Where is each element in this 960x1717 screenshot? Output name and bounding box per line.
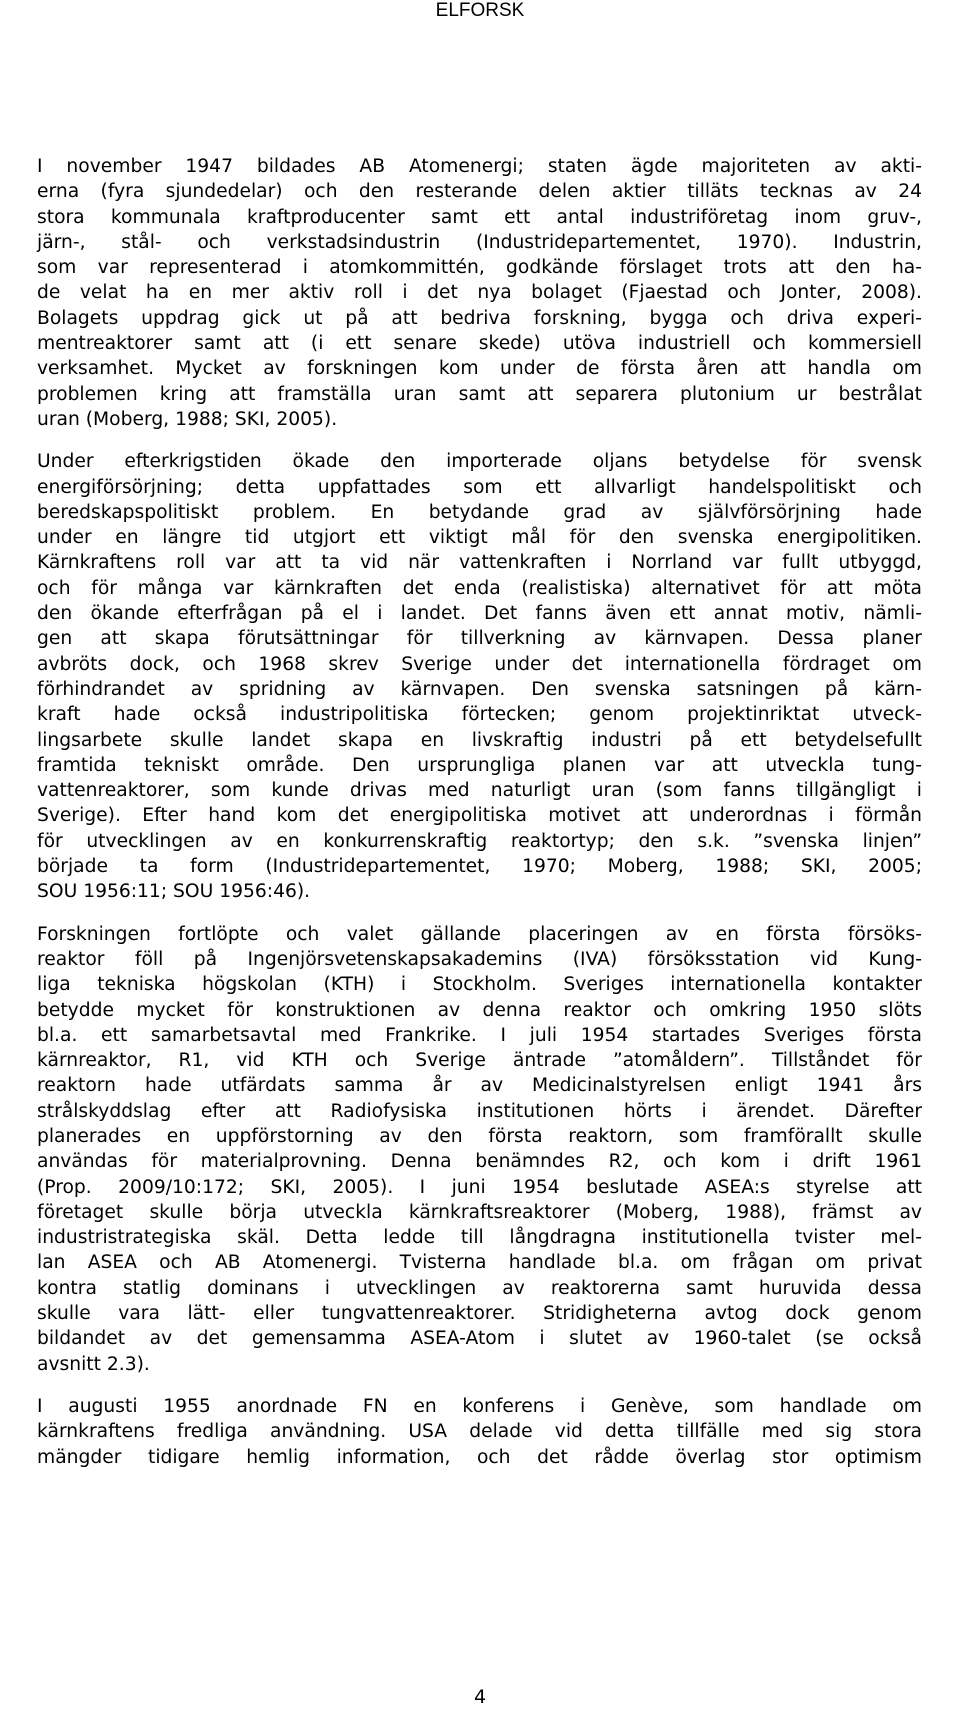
text-line: framtida tekniskt område. Den ursprungliga planen var att utveckla tung- <box>37 754 922 776</box>
text-line: kärnkraftens fredliga användning. USA delade vid detta tillfälle med sig stora <box>37 1421 922 1443</box>
text-line: lan ASEA och AB Atomenergi. Tvisterna handlade bl.a. om frågan om privat <box>37 1252 922 1274</box>
text-line: Bolagets uppdrag gick ut på att bedriva forskning, bygga och driva experi- <box>37 307 922 329</box>
text-line: SOU 1956:11; SOU 1956:46). <box>37 881 311 903</box>
document-body <box>37 154 922 1487</box>
text-line: Sverige). Efter hand kom det energipolitiska motivet att underordnas i förmån <box>37 805 922 827</box>
text-line: energiförsörjning; detta uppfattades som ett allvarligt handelspolitiskt och <box>37 476 922 498</box>
text-line: vattenreaktorer, som kunde drivas med naturligt uran (som fanns tillgängligt i <box>37 780 922 802</box>
text-line: reaktorn hade utfärdats samma år av Medicinalstyrelsen enligt 1941 års <box>37 1075 922 1097</box>
text-line: Forskningen fortlöpte och valet gällande placeringen av en första försöks- <box>37 923 922 945</box>
page-header: ELFORSK <box>435 0 525 21</box>
text-line: planerades en uppförstorning av den första reaktorn, som framförallt skulle <box>37 1125 922 1147</box>
page-number: 4 <box>473 1686 487 1708</box>
text-line: betydde mycket för konstruktionen av denna reaktor och omkring 1950 slöts <box>37 999 922 1021</box>
text-line: och för många var kärnkraften det enda (realistiska) alternativet för att möta <box>37 577 922 599</box>
text-line: kontra statlig dominans i utvecklingen av reaktorerna samt huruvida dessa <box>37 1277 922 1299</box>
text-line: som var representerad i atomkommittén, godkände förslaget trots att den ha- <box>37 257 922 279</box>
text-line: reaktor föll på Ingenjörsvetenskapsakademins (IVA) försöksstation vid Kung- <box>37 948 922 970</box>
text-line: Kärnkraftens roll var att ta vid när vattenkraften i Norrland var fullt utbyggd, <box>37 552 922 574</box>
text-line: bl.a. ett samarbetsavtal med Frankrike. I juli 1954 startades Sveriges första <box>37 1024 922 1046</box>
text-line: bildandet av det gemensamma ASEA-Atom i slutet av 1960-talet (se också <box>37 1328 922 1350</box>
text-line: mängder tidigare hemlig information, och det rådde överlag stor optimism <box>37 1446 922 1468</box>
text-line: erna (fyra sjundedelar) och den resterande delen aktier tilläts tecknas av 24 <box>37 181 922 203</box>
text-line: järn-, stål- och verkstadsindustrin (Industridepartementet, 1970). Industrin, <box>37 231 922 253</box>
text-line: avbröts dock, och 1968 skrev Sverige under det internationella fördraget om <box>37 653 922 675</box>
text-line: kärnreaktor, R1, vid KTH och Sverige äntrade ”atomåldern”. Tillståndet för <box>37 1050 922 1072</box>
text-line: problemen kring att framställa uran samt att separera plutonium ur bestrålat <box>37 383 922 405</box>
paragraph <box>37 922 922 1377</box>
text-line: mentreaktorer samt att (i ett senare skede) utöva industriell och kommersiell <box>37 333 922 355</box>
text-line: stora kommunala kraftproducenter samt ett antal industriföretag inom gruv-, <box>37 206 922 228</box>
text-line: den ökande efterfrågan på el i landet. Det fanns även ett annat motiv, nämli- <box>37 603 922 625</box>
paragraph <box>37 154 922 432</box>
text-line: I augusti 1955 anordnade FN en konferens i Genève, som handlade om <box>37 1395 922 1417</box>
text-line: industristrategiska skäl. Detta ledde till långdragna institutionella tvister mel- <box>37 1227 922 1249</box>
text-line: de velat ha en mer aktiv roll i det nya bolaget (Fjaestad och Jonter, 2008). <box>37 282 922 304</box>
text-line: företaget skulle börja utveckla kärnkraftsreaktorer (Moberg, 1988), främst av <box>37 1201 922 1223</box>
text-line: användas för materialprovning. Denna benämndes R2, och kom i drift 1961 <box>37 1151 922 1173</box>
text-line: liga tekniska högskolan (KTH) i Stockholm. Sveriges internationella kontakter <box>37 974 922 996</box>
paragraph <box>37 1394 922 1470</box>
text-line: under en längre tid utgjort ett viktigt mål för den svenska energipolitiken. <box>37 527 922 549</box>
text-line: för utvecklingen av en konkurrenskraftig reaktortyp; den s.k. ”svenska linjen” <box>37 830 922 852</box>
text-line: skulle vara lätt- eller tungvattenreaktorer. Stridigheterna avtog dock genom <box>37 1303 922 1325</box>
text-line: kraft hade också industripolitiska förtecken; genom projektinriktat utveck- <box>37 704 922 726</box>
text-line: började ta form (Industridepartementet, 1970; Moberg, 1988; SKI, 2005; <box>37 856 922 878</box>
text-line: (Prop. 2009/10:172; SKI, 2005). I juni 1954 beslutade ASEA:s styrelse att <box>37 1176 922 1198</box>
text-line: Under efterkrigstiden ökade den importerade oljans betydelse för svensk <box>37 451 922 473</box>
text-line: uran (Moberg, 1988; SKI, 2005). <box>37 408 338 430</box>
text-line: förhindrandet av spridning av kärnvapen. Den svenska satsningen på kärn- <box>37 678 922 700</box>
text-line: I november 1947 bildades AB Atomenergi; staten ägde majoriteten av akti- <box>37 156 922 177</box>
text-line: lingsarbete skulle landet skapa en livskraftig industri på ett betydelsefullt <box>37 729 922 751</box>
text-line: verksamhet. Mycket av forskningen kom under de första åren att handla om <box>37 358 922 380</box>
text-line: avsnitt 2.3). <box>37 1353 150 1375</box>
text-line: beredskapspolitiskt problem. En betydande grad av självförsörjning hade <box>37 501 922 523</box>
text-line: gen att skapa förutsättningar för tillverkning av kärnvapen. Dessa planer <box>37 628 922 650</box>
paragraph <box>37 449 922 904</box>
text-line: strålskyddslag efter att Radiofysiska institutionen hörts i ärendet. Därefter <box>37 1100 922 1122</box>
